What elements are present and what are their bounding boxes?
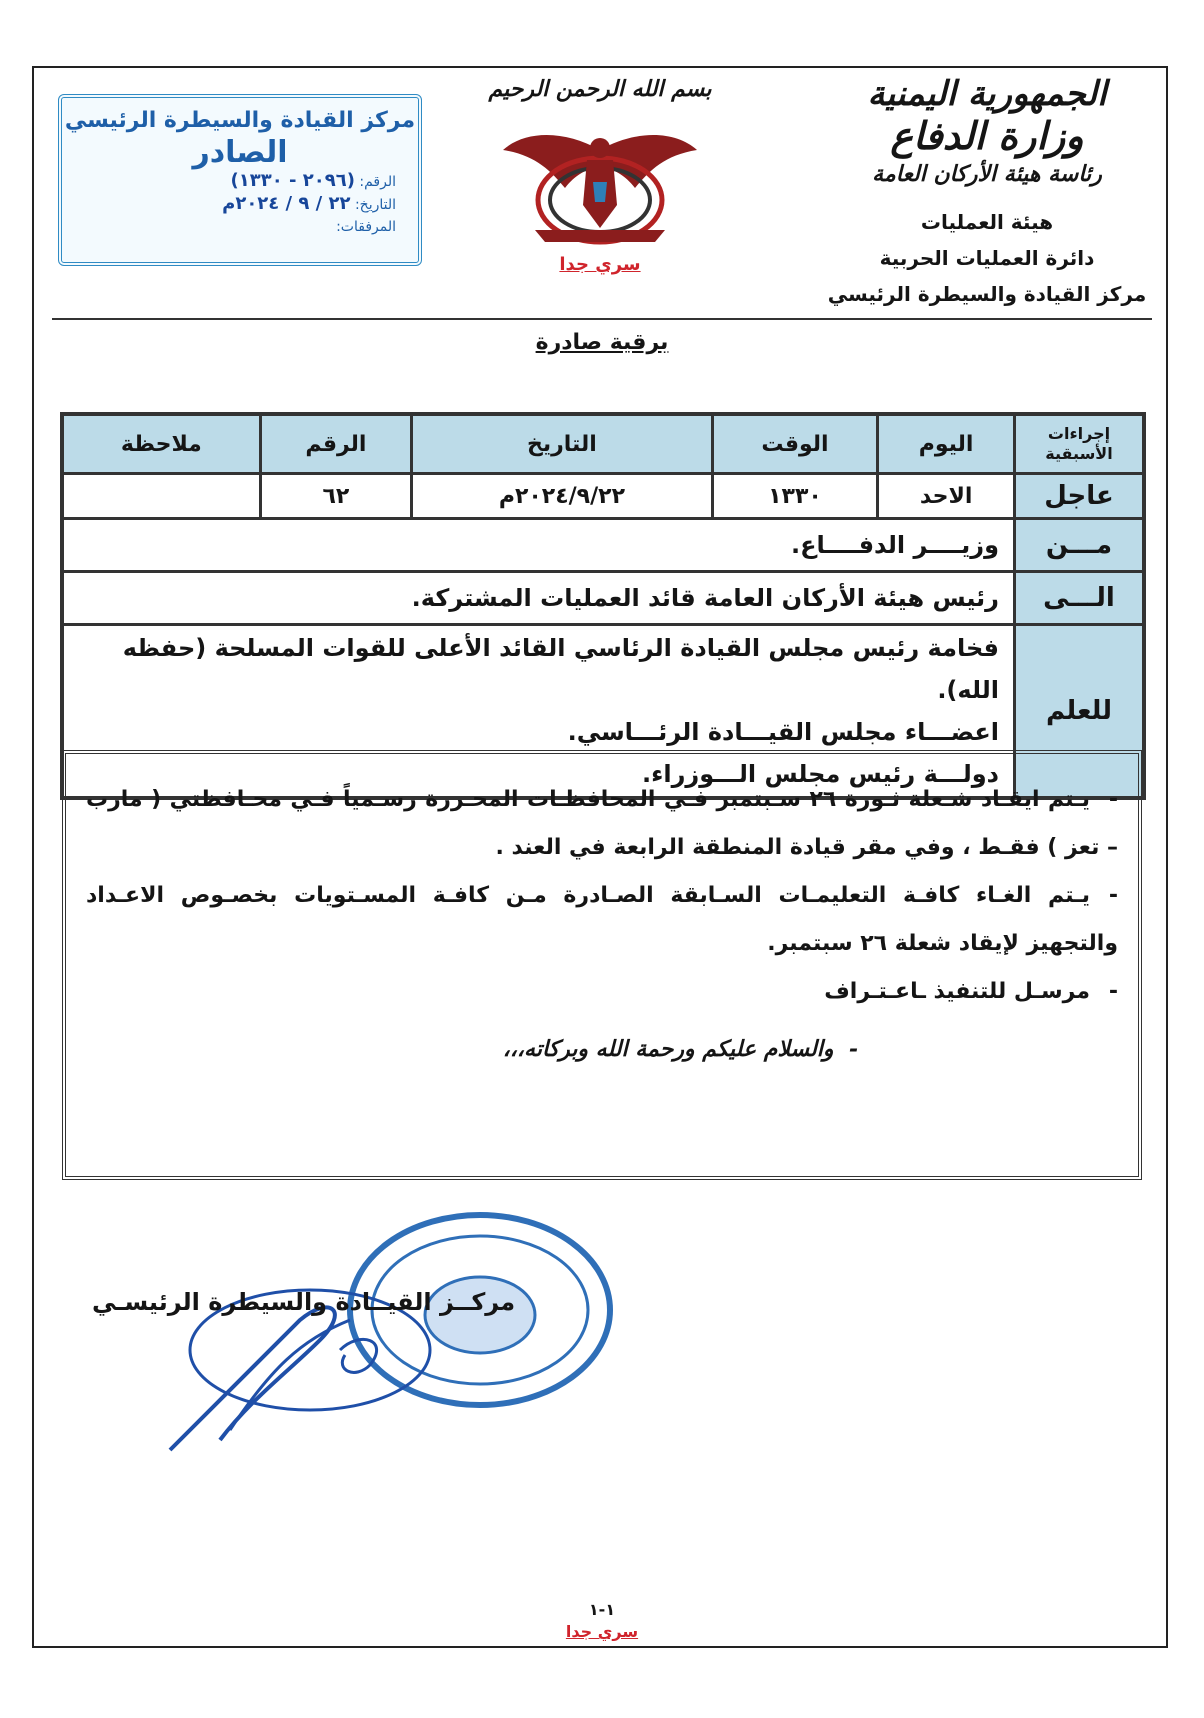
closing-greeting: - والسلام عليكم ورحمة الله وبركاته،،، [502,1036,858,1062]
body-item: -يـتم ايقـاد شـعلة ثـورة ٢٦ سـبتمبر فـي المحافظـات المحـررة رسـمياً فـي محـافظتي ( مارب – تعز ) فقـط ، وفي مقر قيادة المنطقة الرابعة في العند . [86,787,1118,860]
value-number: ٦٢ [260,474,412,519]
value-priority: عاجل [1015,474,1145,519]
header-time: الوقت [712,414,878,474]
from-value: وزيــــر الدفــــاع. [62,519,1015,572]
header-number: الرقم [260,414,412,474]
header-note: ملاحظة [62,414,260,474]
stamp-title: مركز القيادة والسيطرة الرئيسي [64,108,416,133]
to-label: الـــى [1015,572,1145,625]
classification-top: سري جدا [559,254,641,275]
table-header-row [62,414,1144,474]
republic-name: الجمهورية اليمنية [867,74,1107,114]
message-meta-table [60,412,1146,800]
stamp-label: الصادر [192,135,288,170]
header-priority: إجراءات الأسبقية [1015,414,1145,474]
table-values-row [62,474,1144,519]
value-time: ١٣٣٠ [712,474,878,519]
stamp-number-row: الرقم: (٢٠٩٦ - ١٣٣٠) [230,170,396,191]
letterhead [822,74,1152,312]
stamp-date-row: التاريخ: ٢٢ / ٩ / ٢٠٢٤م [222,193,396,214]
signature-block: مركــز القيــادة والسيطرة الرئيسـي [92,1288,516,1316]
cc-line: دولـــة رئيس مجلس الـــوزراء. [641,760,999,788]
body-item: -يـتم الغـاء كافـة التعليمـات السـابقة الصـادرة مـن كافـة المسـتويات بخصـوص الاعـداد والتجهيز لإيقاد شعلة ٢٦ سبتمبر. [86,883,1118,956]
value-day: الاحد [878,474,1015,519]
page-number: ١-١ [588,1600,616,1619]
official-seal-icon [100,1200,660,1460]
to-value: رئيس هيئة الأركان العامة قائد العمليات المشتركة. [62,572,1015,625]
value-note [62,474,260,519]
value-date: ٢٠٢٤/٩/٢٢م [412,474,713,519]
message-body [62,750,1142,1180]
stamp-attachments-row: المرفقات: [336,219,396,235]
from-row [62,519,1144,572]
header-date: التاريخ [412,414,713,474]
cc-line: فخامة رئيس مجلس القيادة الرئاسي القائد الأعلى للقوات المسلحة (حفظه الله). [122,634,999,704]
outgoing-stamp [58,94,422,266]
body-item: -مرسـل للتنفيذ ـاعـتـراف [824,979,1118,1004]
classification-bottom: سري جدا [565,1622,639,1641]
presidency-name: رئاسة هيئة الأركان العامة [872,161,1102,187]
cc-label: للعلم [1015,625,1145,799]
stamp-date: ٢٢ / ٩ / ٢٠٢٤م [222,193,351,214]
header-divider [52,318,1152,320]
ministry-name: وزارة الدفاع [890,113,1084,158]
basmala: بسم الله الرحمن الرحيم [488,76,712,102]
cc-line: اعضـــاء مجلس القيـــادة الرئـــاسي. [567,718,999,746]
stamp-number: (٢٠٩٦ - ١٣٣٠) [230,170,355,191]
header-day: اليوم [878,414,1015,474]
department-name: دائرة العمليات الحربية [879,246,1095,270]
eagle-emblem-icon [495,110,705,250]
to-row [62,572,1144,625]
center-name: مركز القيادة والسيطرة الرئيسي [827,282,1147,306]
from-label: مـــن [1015,519,1145,572]
document-title: برقية صادرة [535,330,669,355]
authority-name: هيئة العمليات [920,210,1054,234]
emblem-block [470,76,730,275]
